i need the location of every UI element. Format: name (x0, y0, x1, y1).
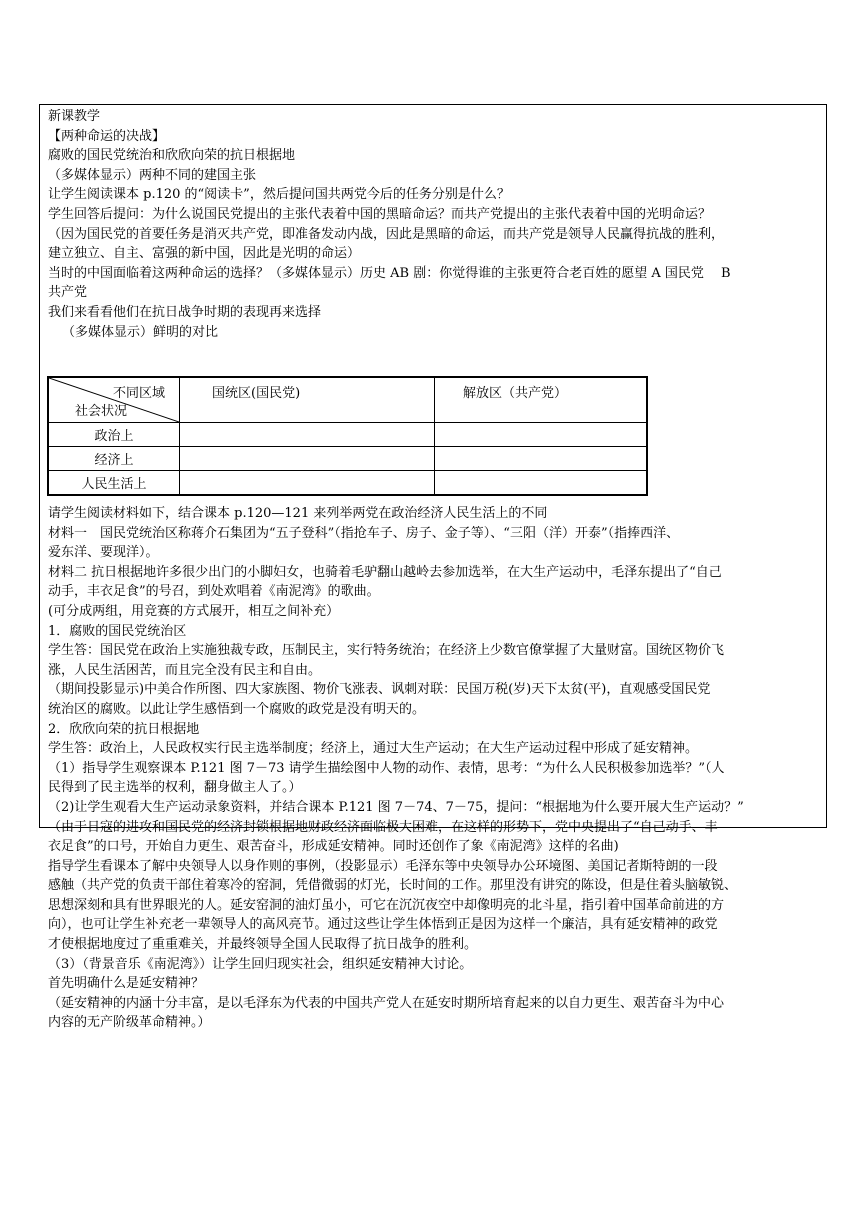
table-row (48, 447, 647, 471)
text-line: 腐败的国民党统治和欣欣向荣的抗日根据地 (48, 148, 296, 164)
comparison-table (47, 376, 648, 496)
text-line: 思想深刻和具有世界眼光的人。延安窑洞的油灯虽小，可它在沉沉夜空中却像明亮的北斗星，指引着中国革命前进的方 (48, 897, 725, 913)
text-line: 首先明确什么是延安精神？ (48, 976, 205, 992)
table-cell (435, 471, 648, 496)
text-line: 【两种命运的决战】 (48, 128, 166, 144)
text-line: 统治区的腐败。以此让学生感悟到一个腐败的政党是没有明天的。 (48, 701, 426, 717)
text-line: （3）（背景音乐《南泥湾》）让学生回归现实社会，组织延安精神大讨论。 (48, 956, 473, 972)
lesson-text-before (48, 107, 828, 342)
table-corner-cell (48, 377, 180, 423)
text-line: （延安精神的内涵十分丰富，是以毛泽东为代表的中国共产党人在延安时期所培育起来的以自力更生、艰苦奋斗为中心 (48, 995, 725, 1011)
text-line: （多媒体显示）鲜明的对比 (62, 324, 219, 340)
text-line: （1）指导学生观察课本 P.121 图 7－73 请学生描绘图中人物的动作、表情，思考：“为什么人民积极参加选举？”（人 (48, 760, 725, 776)
text-line: 共产党 (48, 285, 88, 301)
text-line: （多媒体显示）两种不同的建国主张 (48, 167, 257, 183)
text-line: 材料一 国民党统治区称蒋介石集团为“五子登科”（指抢车子、房子、金子等）、“三阳（洋）开泰”（指捧西洋、 (48, 525, 680, 541)
row-label: 经济上 (48, 447, 180, 471)
text-line: （期间投影显示)中美合作所图、四大家族图、物价飞涨表、讽刺对联：民国万税(岁)天下太贫(平)，直观感受国民党 (48, 682, 711, 698)
text-line: 我们来看看他们在抗日战争时期的表现再来选择 (48, 304, 322, 320)
text-line: 内容的无产阶级革命精神。） (48, 1015, 211, 1031)
table-cell (180, 471, 435, 496)
table-row (48, 471, 647, 496)
text-line: 动手，丰衣足食”的号召，到处欢唱着《南泥湾》的歌曲。 (48, 584, 380, 600)
corner-top-label: 不同区域 (112, 386, 165, 401)
lesson-text-after (48, 504, 828, 1033)
text-line: 向），也可让学生补充老一辈领导人的高风亮节。通过这些让学生体悟到正是因为这样一个廉洁，具有延安精神的政党 (48, 917, 718, 933)
text-line: 指导学生看课本了解中央领导人以身作则的事例，（投影显示）毛泽东等中央领导办公环境图、美国记者斯特朗的一段 (48, 858, 718, 874)
text-line: 涨，人民生活困苦，而且完全没有民主和自由。 (48, 662, 322, 678)
text-line: （因为国民党的首要任务是消灭共产党，即准备发动内战，因此是黑暗的命运，而共产党是领导人民赢得抗战的胜利， (48, 226, 725, 242)
text-line: 让学生阅读课本 p.120 的“阅读卡”，然后提问国共两党今后的任务分别是什么？ (48, 187, 510, 203)
text-line: 请学生阅读材料如下，结合课本 p.120—121 来列举两党在政治经济人民生活上的不同 (48, 506, 548, 521)
text-line: （由于日寇的进攻和国民党的经济封锁根据地财政经济面临极大困难，在这样的形势下，党中央提出了“自己动手、丰 (48, 819, 718, 835)
table-cell (435, 423, 648, 447)
text-line: (可分成两组，用竞赛的方式展开，相互之间补充） (48, 603, 340, 619)
text-line: 学生答：国民党在政治上实施独裁专政，压制民主，实行特务统治；在经济上少数官僚掌握了大量财富。国统区物价飞 (48, 643, 725, 659)
text-line: 学生回答后提问：为什么说国民党提出的主张代表着中国的黑暗命运？而共产党提出的主张代表着中国的光明命运？ (48, 206, 712, 222)
text-line: 衣足食”的口号，开始自力更生、艰苦奋斗，形成延安精神。同时还创作了象《南泥湾》这样的名曲) (48, 839, 619, 855)
text-line: 建立独立、自主、富强的新中国，因此是光明的命运） (48, 246, 361, 262)
text-line: 爱东洋、要现洋）。 (48, 545, 159, 561)
row-label: 政治上 (48, 423, 180, 447)
table-row (48, 423, 647, 447)
text-line: 民得到了民主选举的权利，翻身做主人了。） (48, 780, 302, 796)
column-header-gmd: 国统区(国民党) (180, 377, 435, 423)
text-line: 感触（共产党的负责干部住着寒冷的窑洞，凭借微弱的灯光，长时间的工作。那里没有讲究的陈设，但是住着头脑敏锐、 (48, 878, 738, 894)
text-line: （2)让学生观看大生产运动录象资料，并结合课本 P.121 图 7－74、7－75，提问：“根据地为什么要开展大生产运动？” (48, 799, 744, 815)
corner-bottom-label: 社会状况 (75, 404, 128, 419)
text-line: 当时的中国面临着这两种命运的选择？（多媒体显示）历史 AB 剧：你觉得谁的主张更符合老百姓的愿望 A 国民党 B (48, 265, 731, 281)
table-cell (435, 447, 648, 471)
text-line: 才使根据地度过了重重难关，并最终领导全国人民取得了抗日战争的胜利。 (48, 937, 478, 953)
table-cell (180, 423, 435, 447)
text-line: 材料二 抗日根据地许多很少出门的小脚妇女，也骑着毛驴翻山越岭去参加选举，在大生产运动中，毛泽东提出了“自己 (48, 564, 722, 580)
text-line: 2．欣欣向荣的抗日根据地 (48, 721, 200, 737)
column-header-jfq: 解放区（共产党） (435, 377, 648, 423)
text-line: 新课教学 (48, 109, 101, 124)
text-line: 1．腐败的国民党统治区 (48, 623, 187, 639)
text-line: 学生答：政治上，人民政权实行民主选举制度；经济上，通过大生产运动；在大生产运动过程中形成了延安精神。 (48, 741, 699, 757)
table-cell (180, 447, 435, 471)
row-label: 人民生活上 (48, 471, 180, 496)
